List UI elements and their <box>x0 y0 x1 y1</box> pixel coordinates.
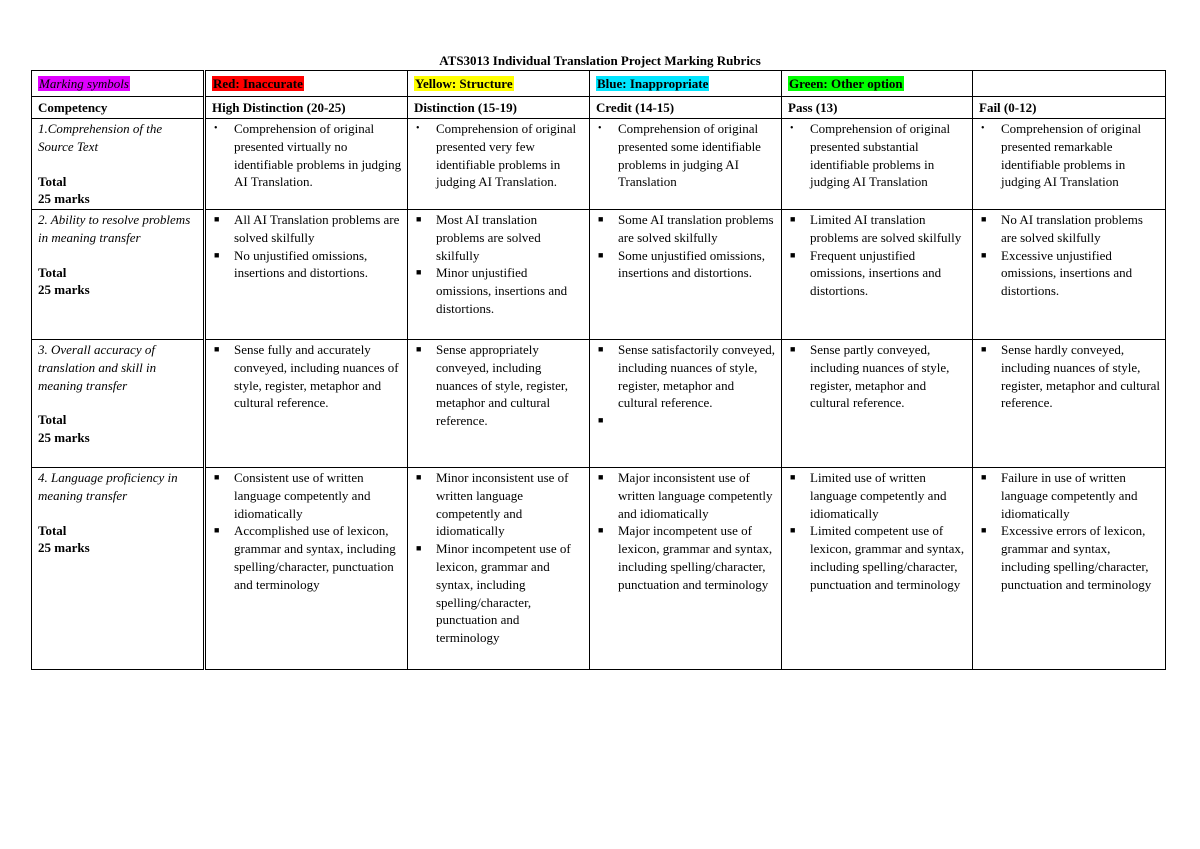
bullet-square-icon: ■ <box>790 214 796 224</box>
bullet-square-icon: ■ <box>790 472 796 482</box>
criteria-item <box>414 341 585 430</box>
criteria-list <box>979 341 1161 412</box>
criteria-item <box>788 211 968 247</box>
bullet-square-icon: ■ <box>981 344 987 354</box>
criteria-list <box>212 211 403 282</box>
criteria-item <box>979 211 1161 247</box>
green-symbol-label: Green: Other option <box>789 76 903 92</box>
criteria-item <box>596 469 777 522</box>
criteria-list <box>979 120 1161 191</box>
competency-cell <box>32 468 205 670</box>
bullet-dot-icon: • <box>214 123 218 134</box>
blue-symbol-cell <box>590 71 782 97</box>
green-symbol-cell <box>782 71 973 97</box>
criteria-text: Minor inconsistent use of written language competently and idiomatically <box>436 470 569 539</box>
criteria-list <box>788 469 968 594</box>
criteria-text: Limited AI translation problems are solved skilfully <box>810 212 962 245</box>
header-fail: Fail (0-12) <box>973 97 1166 119</box>
bullet-dot-icon: • <box>981 123 985 134</box>
criteria-text: Some unjustified omissions, insertions and distortions. <box>618 247 765 281</box>
bullet-square-icon: ■ <box>416 472 422 482</box>
criteria-item <box>788 522 968 593</box>
competency-marks: 25 marks <box>38 540 90 556</box>
competency-total: Total <box>38 264 67 280</box>
criteria-text: Comprehension of original presented remarkable identifiable problems in judging AI Translation <box>1001 121 1142 190</box>
criteria-text: Limited competent use of lexicon, grammar and syntax, including spelling/character, punctuation and terminology <box>810 523 965 592</box>
bullet-square-icon: ■ <box>981 525 987 536</box>
criteria-text: Excessive errors of lexicon, grammar and syntax, including spelling/character, punctuation and terminology <box>1001 523 1152 592</box>
criteria-item <box>979 247 1161 300</box>
cell-fail <box>973 210 1166 340</box>
cell-pass <box>782 210 973 340</box>
header-competency: Competency <box>32 97 205 119</box>
bullet-square-icon: ■ <box>790 525 796 536</box>
bullet-square-icon: ■ <box>416 267 422 278</box>
criteria-text: Minor incompetent use of lexicon, grammar and syntax, including spelling/character, punctuation and terminology <box>436 541 571 646</box>
cell-distinction <box>408 210 590 340</box>
criteria-text: Major inconsistent use of written language competently and idiomatically <box>618 470 773 521</box>
competency-marks: 25 marks <box>38 191 90 207</box>
criteria-text: Most AI translation problems are solved skilfully <box>436 212 541 263</box>
cell-credit <box>590 210 782 340</box>
yellow-symbol-label: Yellow: Structure <box>415 76 513 92</box>
bullet-dot-icon: • <box>790 123 794 134</box>
competency-marks: 25 marks <box>38 430 90 446</box>
empty-symbol-cell <box>973 71 1166 97</box>
bullet-square-icon: ■ <box>598 472 604 482</box>
competency-name: 4. Language proficiency in meaning transfer <box>38 470 178 503</box>
criteria-text: No AI translation problems are solved skilfully <box>1001 212 1143 245</box>
bullet-square-icon: ■ <box>981 472 987 482</box>
cell-distinction <box>408 468 590 670</box>
criteria-item <box>414 264 585 317</box>
competency-name: 3. Overall accuracy of translation and skill in meaning transfer <box>38 342 157 393</box>
criteria-text: Some AI translation problems are solved skilfully <box>618 212 774 245</box>
criteria-item <box>212 247 403 283</box>
cell-pass <box>782 119 973 210</box>
bullet-square-icon: ■ <box>598 525 604 536</box>
table-row <box>32 119 1166 210</box>
criteria-list <box>212 120 403 191</box>
bullet-square-icon: ■ <box>214 249 220 260</box>
criteria-item <box>788 247 968 300</box>
bullet-square-icon: ■ <box>790 249 796 260</box>
criteria-text: Minor unjustified omissions, insertions and distortions. <box>436 265 568 316</box>
cell-distinction <box>408 340 590 468</box>
competency-cell <box>32 340 205 468</box>
bullet-square-icon: ■ <box>981 249 987 260</box>
criteria-item <box>212 120 403 191</box>
criteria-item <box>414 211 585 264</box>
red-symbol-label: Red: Inaccurate <box>213 76 303 92</box>
criteria-text: Sense fully and accurately conveyed, including nuances of style, register, metaphor and cultural reference. <box>234 342 399 411</box>
table-row <box>32 340 1166 468</box>
criteria-text: Sense satisfactorily conveyed, including nuances of style, register, metaphor and cultural reference. <box>618 342 776 411</box>
criteria-text: Accomplished use of lexicon, grammar and syntax, including spelling/character, punctuation and terminology <box>234 523 396 592</box>
cell-pass <box>782 340 973 468</box>
cell-high-distinction <box>205 119 408 210</box>
cell-fail <box>973 468 1166 670</box>
criteria-item <box>788 341 968 412</box>
bullet-square-icon: ■ <box>214 344 220 354</box>
criteria-item <box>596 522 777 593</box>
bullet-square-icon: ■ <box>416 214 422 224</box>
criteria-list <box>414 211 585 318</box>
cell-credit <box>590 119 782 210</box>
criteria-list <box>414 341 585 430</box>
criteria-item <box>212 522 403 593</box>
bullet-square-icon: ■ <box>598 214 604 224</box>
criteria-list <box>788 211 968 300</box>
criteria-text: Comprehension of original presented very few identifiable problems in judging AI Translation. <box>436 121 577 190</box>
competency-cell <box>32 119 205 210</box>
criteria-list <box>596 341 777 426</box>
criteria-text: Major incompetent use of lexicon, grammar and syntax, including spelling/character, punctuation and terminology <box>618 523 773 592</box>
criteria-item <box>414 540 585 647</box>
criteria-text: Comprehension of original presented virtually no identifiable problems in judging AI Translation. <box>234 121 402 190</box>
red-symbol-cell <box>205 71 408 97</box>
criteria-list <box>596 120 777 191</box>
criteria-list <box>788 341 968 412</box>
bullet-square-icon: ■ <box>790 344 796 354</box>
criteria-item <box>596 120 777 191</box>
bullet-square-icon: ■ <box>598 415 604 426</box>
criteria-list <box>212 341 403 412</box>
criteria-item <box>212 211 403 247</box>
criteria-item <box>212 341 403 412</box>
blue-symbol-label: Blue: Inappropriate <box>597 76 709 92</box>
rubric-table <box>31 70 1166 670</box>
cell-distinction <box>408 119 590 210</box>
cell-fail <box>973 340 1166 468</box>
competency-name: 1.Comprehension of the Source Text <box>38 121 163 154</box>
cell-credit <box>590 468 782 670</box>
bullet-square-icon: ■ <box>598 249 604 260</box>
page-title: ATS3013 Individual Translation Project Marking Rubrics <box>439 53 761 68</box>
header-pass: Pass (13) <box>782 97 973 119</box>
marking-symbols-row <box>32 71 1166 97</box>
cell-pass <box>782 468 973 670</box>
cell-credit <box>590 340 782 468</box>
criteria-item <box>596 341 777 412</box>
criteria-list <box>212 469 403 594</box>
bullet-dot-icon: • <box>416 123 420 134</box>
header-row <box>32 97 1166 119</box>
criteria-item <box>596 211 777 247</box>
cell-high-distinction <box>205 340 408 468</box>
bullet-square-icon: ■ <box>416 344 422 354</box>
yellow-symbol-cell <box>408 71 590 97</box>
criteria-text: Sense partly conveyed, including nuances of style, register, metaphor and cultural reference. <box>810 342 950 411</box>
bullet-dot-icon: • <box>598 123 602 134</box>
cell-high-distinction <box>205 210 408 340</box>
criteria-item <box>788 120 968 191</box>
criteria-item <box>414 120 585 191</box>
header-credit: Credit (14-15) <box>590 97 782 119</box>
criteria-item <box>596 247 777 283</box>
marking-symbols-label: Marking symbols <box>39 76 129 92</box>
criteria-item <box>212 469 403 522</box>
criteria-list <box>788 120 968 191</box>
criteria-text: All AI Translation problems are solved skilfully <box>234 212 400 245</box>
table-row <box>32 210 1166 340</box>
criteria-item <box>979 120 1161 191</box>
criteria-text: Frequent unjustified omissions, insertions and distortions. <box>810 247 942 299</box>
criteria-text: Limited use of written language competently and idiomatically <box>810 470 947 521</box>
criteria-text: Sense appropriately conveyed, including nuances of style, register, metaphor and cultural reference. <box>436 342 568 429</box>
competency-cell <box>32 210 205 340</box>
bullet-square-icon: ■ <box>214 525 220 536</box>
competency-total: Total <box>38 412 67 428</box>
competency-total: Total <box>38 522 67 538</box>
header-distinction: Distinction (15-19) <box>408 97 590 119</box>
criteria-list <box>414 469 585 647</box>
cell-fail <box>973 119 1166 210</box>
bullet-square-icon: ■ <box>214 472 220 482</box>
competency-name: 2. Ability to resolve problems in meaning transfer <box>38 212 191 245</box>
criteria-text: Excessive unjustified omissions, insertions and distortions. <box>1001 247 1133 299</box>
criteria-list <box>979 469 1161 594</box>
criteria-text: Sense hardly conveyed, including nuances of style, register, metaphor and cultural reference. <box>1001 342 1161 411</box>
cell-high-distinction <box>205 468 408 670</box>
header-high-distinction: High Distinction (20-25) <box>205 97 408 119</box>
criteria-item <box>414 469 585 540</box>
criteria-text: Failure in use of written language competently and idiomatically <box>1001 470 1138 521</box>
competency-total: Total <box>38 173 67 189</box>
bullet-square-icon: ■ <box>981 214 987 224</box>
criteria-list <box>596 469 777 594</box>
competency-marks: 25 marks <box>38 282 90 298</box>
criteria-text: Comprehension of original presented some identifiable problems in judging AI Translation <box>618 121 761 190</box>
bullet-square-icon: ■ <box>214 214 220 224</box>
criteria-list <box>979 211 1161 300</box>
criteria-text: Consistent use of written language competently and idiomatically <box>234 470 371 521</box>
criteria-item <box>979 469 1161 522</box>
marking-symbols-cell <box>32 71 205 97</box>
bullet-square-icon: ■ <box>598 344 604 354</box>
criteria-item <box>979 522 1161 593</box>
criteria-item <box>979 341 1161 412</box>
criteria-text: No unjustified omissions, insertions and distortions. <box>234 247 368 281</box>
criteria-item <box>788 469 968 522</box>
criteria-list <box>414 120 585 191</box>
criteria-list <box>596 211 777 282</box>
bullet-square-icon: ■ <box>416 543 422 554</box>
table-row <box>32 468 1166 670</box>
criteria-text: Comprehension of original presented substantial identifiable problems in judging AI Translation <box>810 121 951 190</box>
